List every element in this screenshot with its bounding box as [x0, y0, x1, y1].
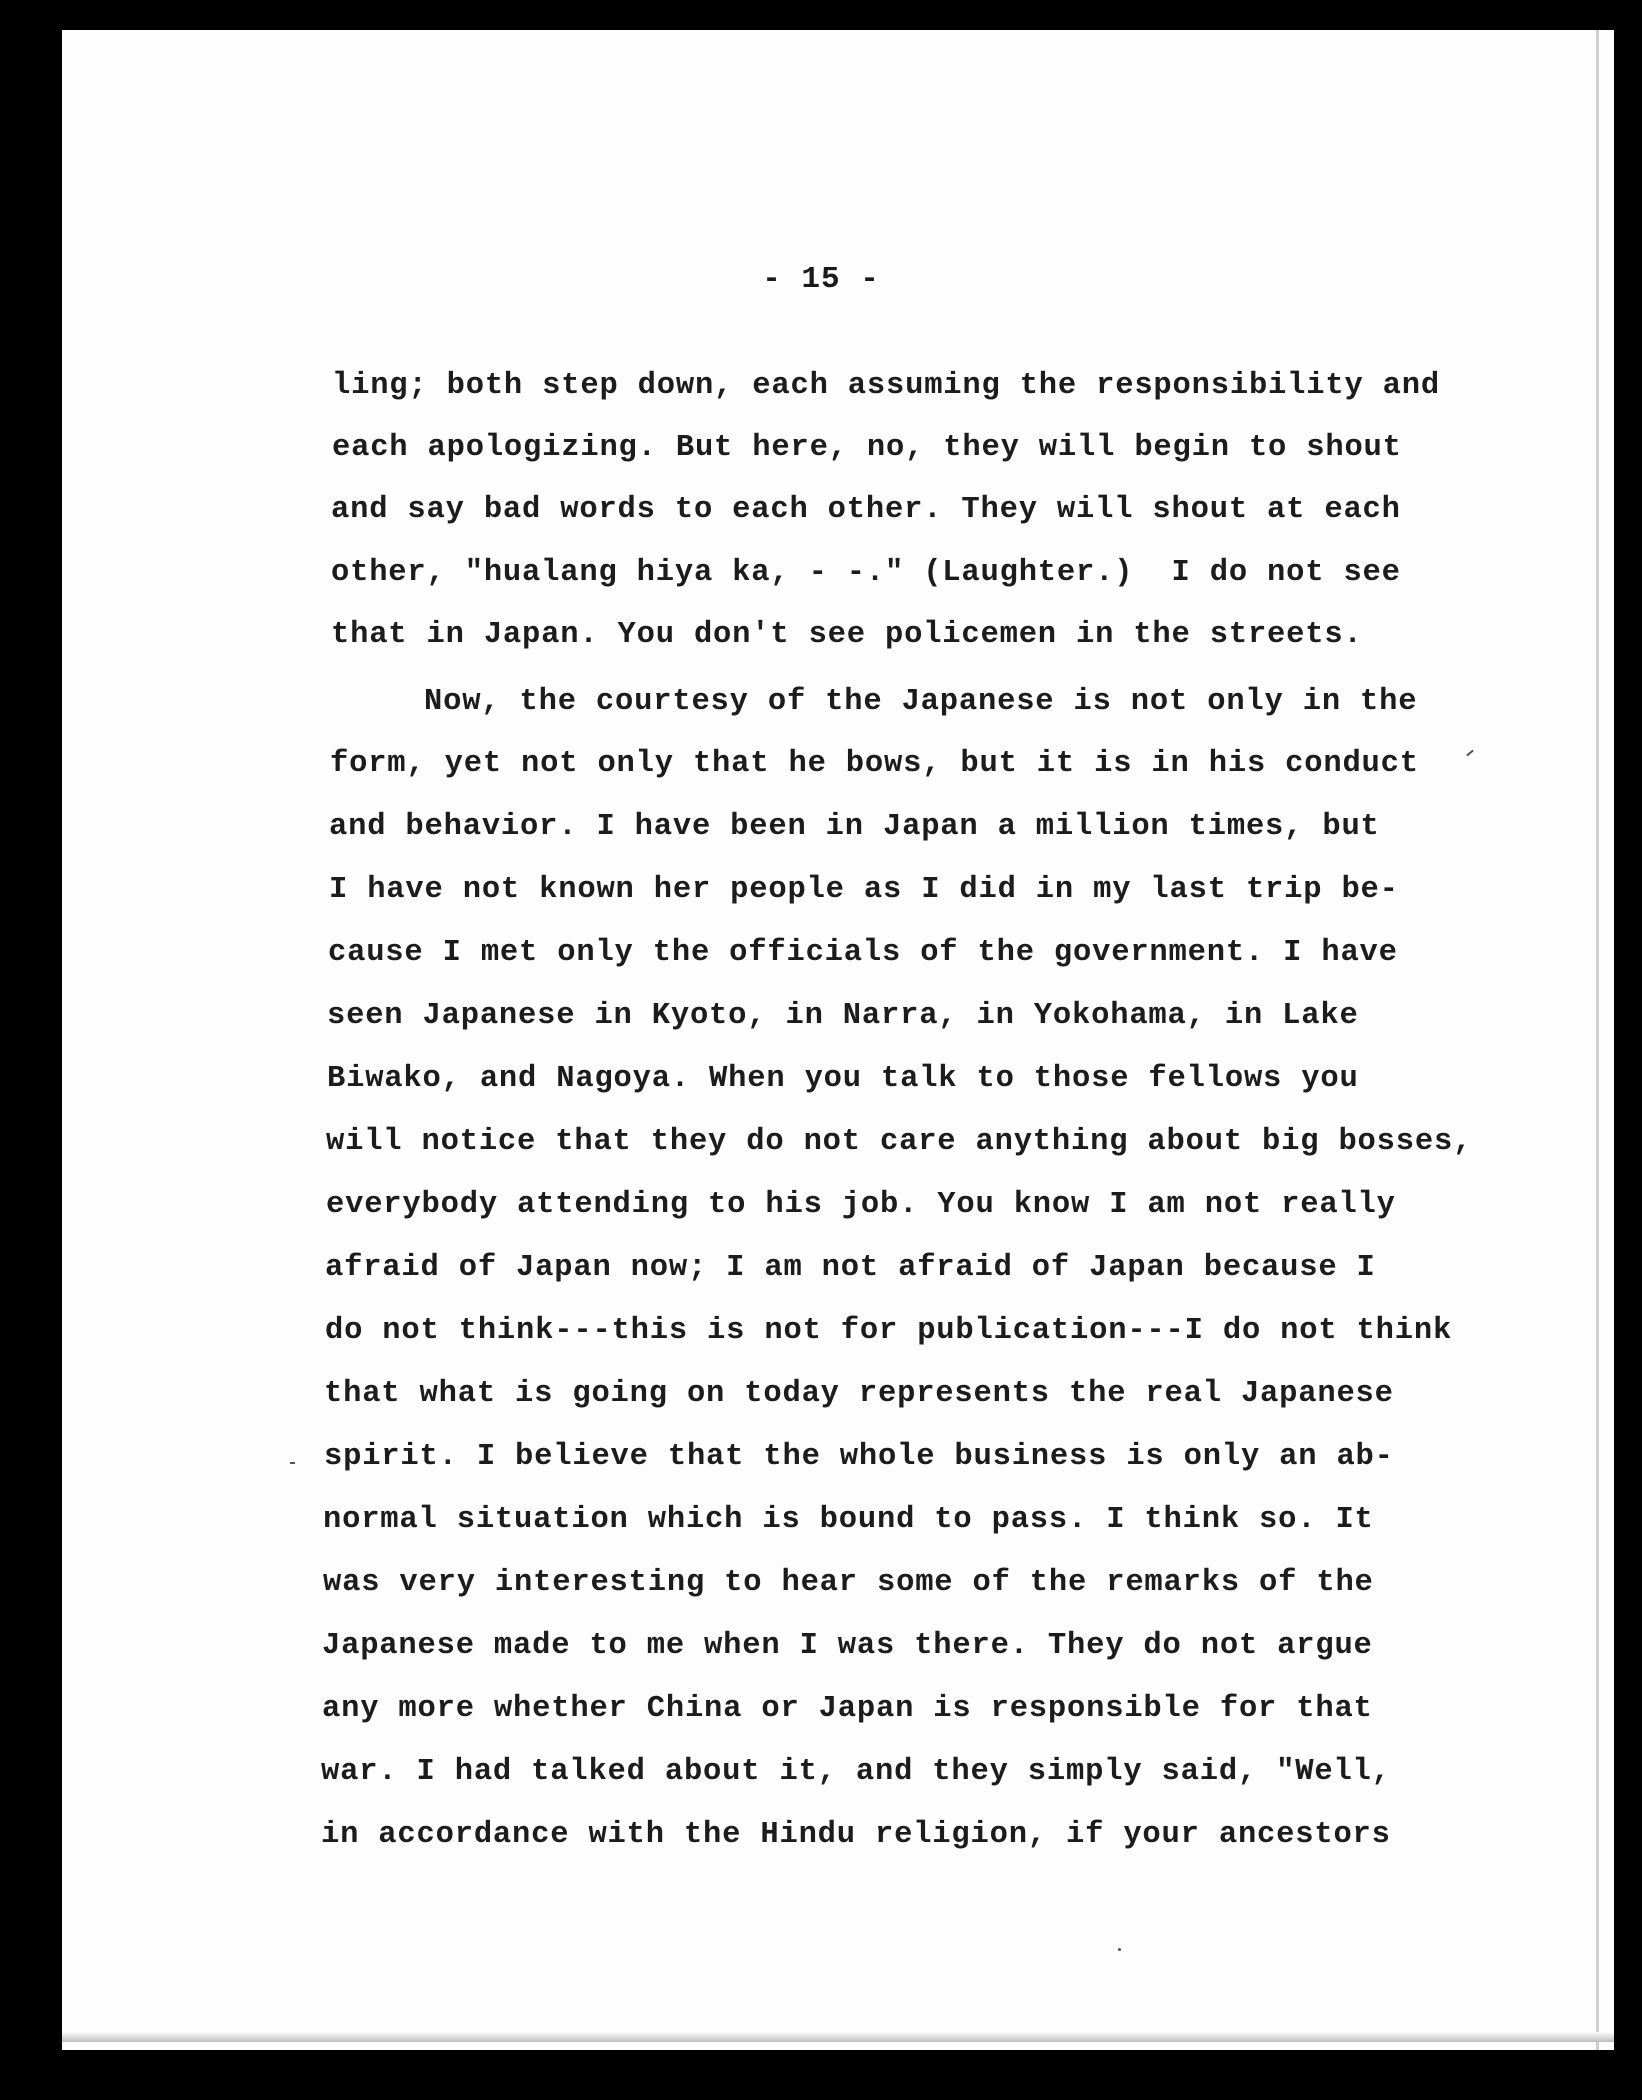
text-line: do not think---this is not for publication---I do not think	[325, 1314, 1453, 1348]
text-line: and say bad words to each other. They will shout at each	[331, 493, 1401, 527]
text-line: was very interesting to hear some of the remarks of the	[323, 1566, 1374, 1600]
text-line: normal situation which is bound to pass. I think so. It	[323, 1503, 1374, 1537]
text-line: ling; both step down, each assuming the responsibility and	[332, 369, 1440, 403]
text-line: other, "hualang hiya ka, - -." (Laughter.) I do not see	[331, 556, 1401, 590]
stray-mark	[1118, 1948, 1121, 1951]
text-line: Japanese made to me when I was there. They do not argue	[322, 1629, 1373, 1663]
text-line: Biwako, and Nagoya. When you talk to those fellows you	[327, 1062, 1359, 1096]
text-line: afraid of Japan now; I am not afraid of Japan because I	[325, 1251, 1376, 1285]
document-page	[62, 30, 1614, 2050]
text-line: that in Japan. You don't see policemen in the streets.	[331, 618, 1363, 652]
text-line: war. I had talked about it, and they simply said, "Well,	[321, 1755, 1391, 1789]
text-line: everybody attending to his job. You know I am not really	[326, 1188, 1396, 1222]
text-line: Now, the courtesy of the Japanese is not only in the	[424, 685, 1418, 719]
text-line: any more whether China or Japan is responsible for that	[322, 1692, 1373, 1726]
text-line: each apologizing. But here, no, they will begin to shout	[332, 431, 1402, 465]
text-line: that what is going on today represents the real Japanese	[324, 1377, 1394, 1411]
text-line: form, yet not only that he bows, but it is in his conduct	[330, 747, 1419, 781]
text-line: I have not known her people as I did in my last trip be-	[329, 873, 1399, 907]
text-line: seen Japanese in Kyoto, in Narra, in Yokohama, in Lake	[327, 999, 1359, 1033]
page-edge	[1596, 30, 1599, 2050]
stray-mark	[290, 1462, 295, 1464]
text-line: in accordance with the Hindu religion, if your ancestors	[321, 1818, 1391, 1852]
text-line: and behavior. I have been in Japan a million times, but	[329, 810, 1380, 844]
text-line: cause I met only the officials of the government. I have	[328, 936, 1398, 970]
page-number: - 15 -	[762, 262, 880, 297]
text-line: spirit. I believe that the whole business is only an ab-	[324, 1440, 1394, 1474]
page-bottom-edge	[62, 2032, 1614, 2042]
text-line: will notice that they do not care anything about big bosses,	[326, 1125, 1473, 1159]
